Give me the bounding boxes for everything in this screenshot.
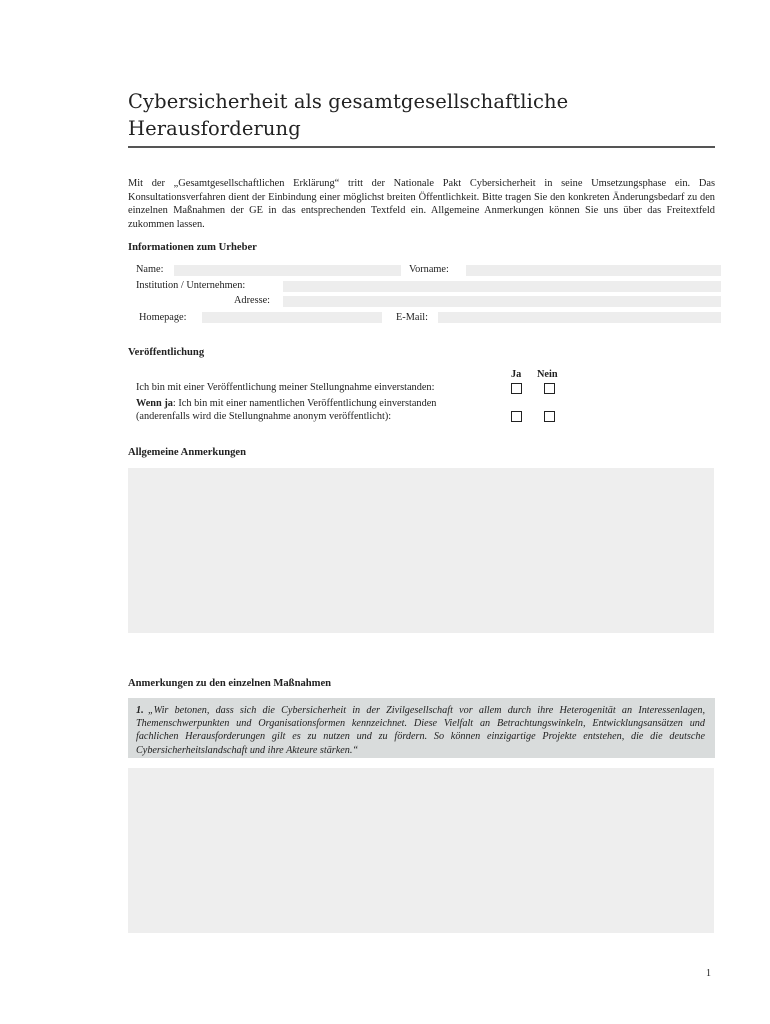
named-publication-text: : Ich bin mit einer namentlichen Veröffentlichung einverstanden [172,398,437,409]
homepage-label: Homepage: [139,312,187,323]
general-comments-heading: Allgemeine Anmerkungen [128,447,246,458]
firstname-label: Vorname: [409,264,449,275]
publication-section-heading: Veröffentlichung [128,347,205,358]
named-publication-yes-checkbox[interactable] [511,411,522,422]
address-label: Adresse: [234,295,271,306]
named-publication-note: (anderenfalls wird die Stellungnahme anonym veröffentlicht): [136,411,392,422]
homepage-field[interactable] [202,312,382,323]
yes-column-header: Ja [511,369,522,380]
measure-quote-text: „Wir betonen, dass sich die Cybersicherheit in der Zivilgesellschaft vor allem durch ihre Heterogenität an Interessenlagen, Themenschwerpunkten und Organisationsformen kennzeichnet. Diese Vielfalt an Betrachtungswinkeln, Entwicklungsansätzen und fachlichen Herausforderungen gilt es zu nutzen und zu fördern. So können einzigartige Projekte entstehen, die die deutsche Cybersicherheitslandschaft und ihre Akteure stärken.“ [136,705,705,756]
page-title [128,88,718,142]
title-line-2: Herausforderung [128,117,301,140]
publication-no-checkbox[interactable] [544,383,555,394]
title-line-1: Cybersicherheit als gesamtgesellschaftliche [128,90,569,113]
no-column-header: Nein [537,369,558,380]
publication-yes-checkbox[interactable] [511,383,522,394]
email-field[interactable] [438,312,721,323]
institution-label: Institution / Unternehmen: [136,280,246,291]
intro-paragraph: Mit der „Gesamtgesellschaftlichen Erklärung“ tritt der Nationale Pakt Cybersicherheit in seine Umsetzungsphase ein. Das Konsultationsverfahren dient der Einbindung einer möglichst breiten Öffentlichkeit. Bitte tragen Sie den konkreten Änderungsbedarf zu den einzelnen Maßnahmen der GE in das entsprechenden Textfeld ein. Allgemeine Anmerkungen können Sie uns über das Freitextfeld zukommen lassen. [128,178,715,231]
name-label: Name: [136,264,164,275]
name-field[interactable] [174,265,401,276]
measure-comment-textarea[interactable] [128,768,714,933]
page-number: 1 [706,968,711,979]
general-comments-textarea[interactable] [128,468,714,633]
measure-quote-box [128,698,715,758]
named-publication-no-checkbox[interactable] [544,411,555,422]
title-divider [128,146,715,148]
address-field[interactable] [283,296,721,307]
measure-number: 1. [136,705,144,716]
publication-question: Ich bin mit einer Veröffentlichung meiner Stellungnahme einverstanden: [136,382,435,393]
measures-section-heading: Anmerkungen zu den einzelnen Maßnahmen [128,678,332,689]
email-label: E-Mail: [396,312,429,323]
firstname-field[interactable] [466,265,721,276]
institution-field[interactable] [283,281,721,292]
named-publication-condition: Wenn ja [136,398,173,409]
named-publication-question [136,398,436,409]
author-section-heading: Informationen zum Urheber [128,242,257,253]
